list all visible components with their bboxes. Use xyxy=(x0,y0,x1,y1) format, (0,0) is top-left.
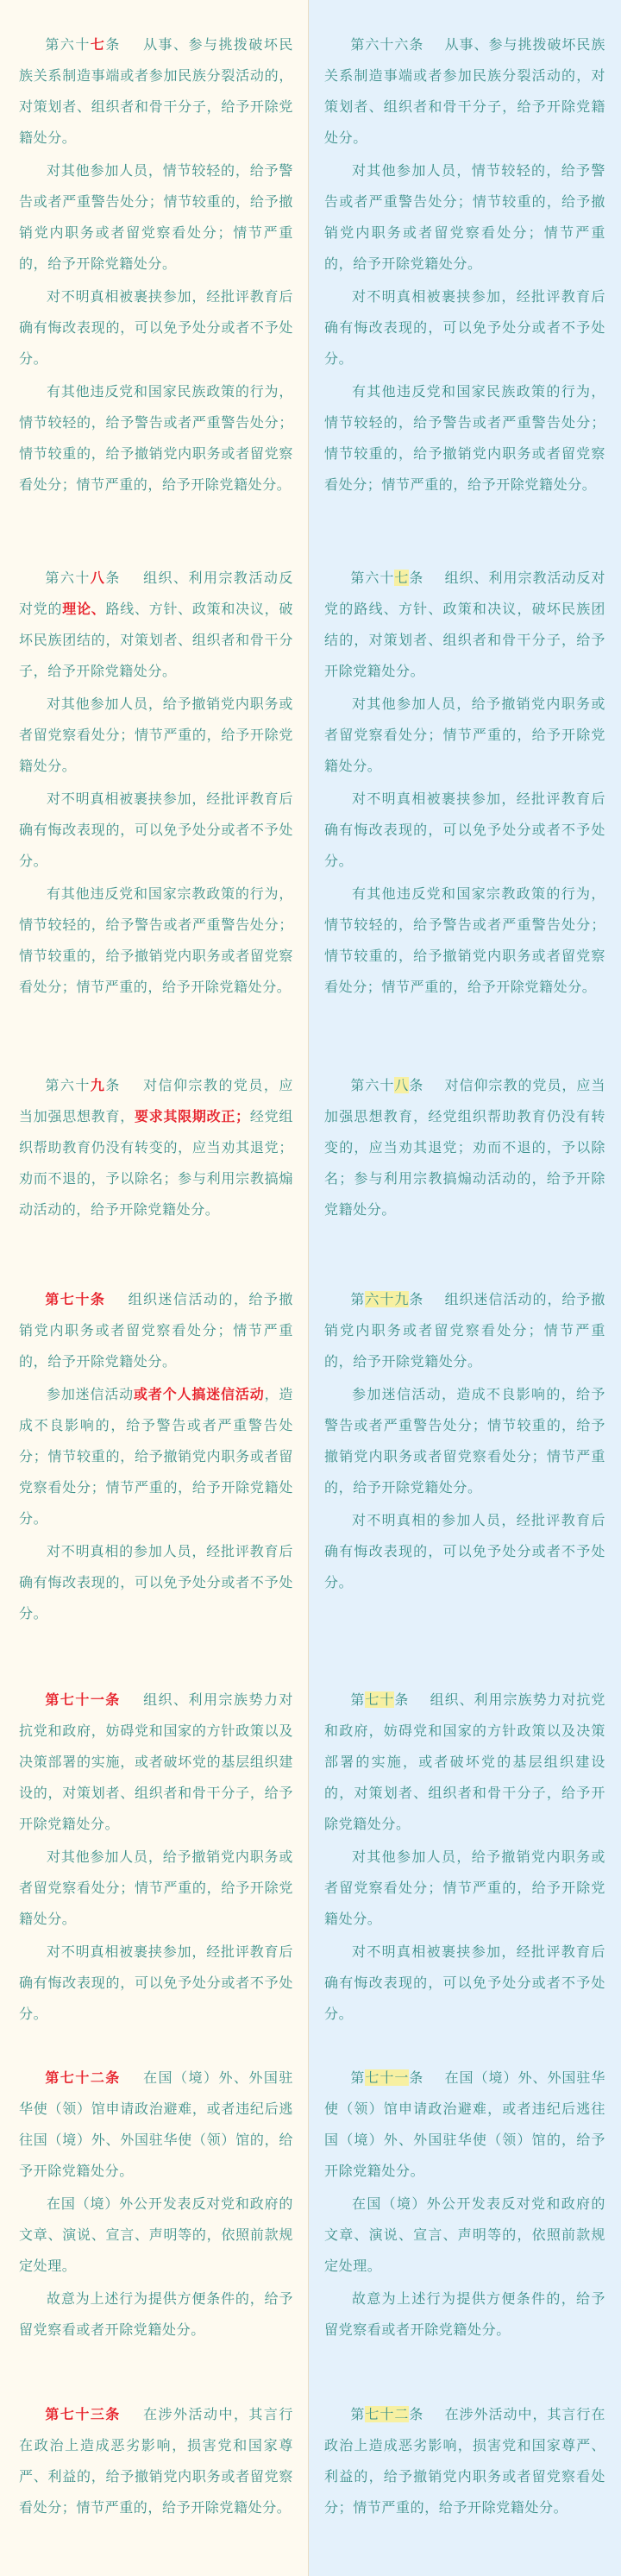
article-number: 第六十九条 xyxy=(45,1077,121,1093)
article-number: 第六十八条 xyxy=(350,1077,424,1093)
paragraph: 对不明真相被裹挟参加，经批评教育后确有悔改表现的，可以免予处分或者不予处分。 xyxy=(324,1943,605,2022)
paragraph: 第六十九条 对信仰宗教的党员，应当加强思想教育，要求其限期改正；经党组织帮助教育仍没有转变的，应当劝其退党；劝而不退的，予以除名；参与利用宗教搞煽动活动的，给予开除党籍处分。 xyxy=(19,1077,293,1218)
article-old-66 xyxy=(324,29,605,501)
paragraph: 对其他参加人员，情节较轻的，给予警告或者严重警告处分；情节较重的，给予撤销党内职务或者留党察看处分；情节严重的，给予开除党籍处分。 xyxy=(324,162,605,272)
paragraph: 第六十六条 从事、参与挑拨破坏民族关系制造事端或者参加民族分裂活动的，对策划者、组织者和骨干分子，给予开除党籍处分。 xyxy=(324,36,605,146)
paragraph: 有其他违反党和国家民族政策的行为，情节较轻的，给予警告或者严重警告处分；情节较重的，给予撤销党内职务或者留党察看处分；情节严重的，给予开除党籍处分。 xyxy=(19,383,293,493)
changed-number: 九 xyxy=(90,1077,106,1093)
changed-number: 七十一 xyxy=(365,2069,410,2086)
changed-number: 七十二 xyxy=(365,2406,410,2422)
paragraph: 第六十八条 组织、利用宗教活动反对党的理论、路线、方针、政策和决议，破坏民族团结的，对策划者、组织者和骨干分子，给予开除党籍处分。 xyxy=(19,570,293,679)
paragraph: 对不明真相的参加人员，经批评教育后确有悔改表现的，可以免予处分或者不予处分。 xyxy=(19,1543,293,1622)
changed-number: 六十九 xyxy=(365,1291,410,1307)
added-text: 要求其限期改正； xyxy=(134,1108,250,1124)
paragraph: 对不明真相被裹挟参加，经批评教育后确有悔改表现的，可以免予处分或者不予处分。 xyxy=(19,790,293,869)
article-number: 第七十二条 xyxy=(45,2069,121,2086)
article-new-72 xyxy=(19,2063,293,2346)
added-text: 或者个人搞迷信活动 xyxy=(134,1386,265,1402)
paragraph: 对其他参加人员，情节较轻的，给予警告或者严重警告处分；情节较重的，给予撤销党内职务或者留党察看处分；情节严重的，给予开除党籍处分。 xyxy=(19,162,293,272)
paragraph: 对其他参加人员，给予撤销党内职务或者留党察看处分；情节严重的，给予开除党籍处分。 xyxy=(324,696,605,774)
paragraph: 对其他参加人员，给予撤销党内职务或者留党察看处分；情节严重的，给予开除党籍处分。 xyxy=(19,696,293,774)
paragraph: 对不明真相的参加人员，经批评教育后确有悔改表现的，可以免予处分或者不予处分。 xyxy=(324,1512,605,1590)
changed-number: 七十 xyxy=(365,1691,395,1708)
article-number: 第七十条 xyxy=(45,1291,106,1307)
article-number: 第七十三条 xyxy=(45,2406,121,2422)
article-old-69 xyxy=(324,1284,605,1598)
article-number: 第六十九条 xyxy=(350,1291,424,1307)
paragraph: 故意为上述行为提供方便条件的，给予留党察看或者开除党籍处分。 xyxy=(324,2290,605,2338)
article-old-67 xyxy=(324,563,605,1003)
paragraph: 第七十一条 组织、利用宗族势力对抗党和政府，妨碍党和国家的方针政策以及决策部署的实施，或者破坏党的基层组织建设的，对策划者、组织者和骨干分子，给予开除党籍处分。 xyxy=(19,1691,293,1832)
paragraph: 对不明真相被裹挟参加，经批评教育后确有悔改表现的，可以免予处分或者不予处分。 xyxy=(19,1943,293,2022)
paragraph: 第六十八条 对信仰宗教的党员，应当加强思想教育，经党组织帮助教育仍没有转变的，应当劝其退党；劝而不退的，予以除名；参与利用宗教搞煽动活动的，给予开除党籍处分。 xyxy=(324,1077,605,1218)
paragraph: 有其他违反党和国家宗教政策的行为，情节较轻的，给予警告或者严重警告处分；情节较重的，给予撤销党内职务或者留党察看处分；情节严重的，给予开除党籍处分。 xyxy=(19,885,293,995)
article-number: 第七十一条 xyxy=(45,1691,121,1708)
article-old-72 xyxy=(324,2399,605,2523)
article-new-71 xyxy=(19,1685,293,2030)
paragraph: 对不明真相被裹挟参加，经批评教育后确有悔改表现的，可以免予处分或者不予处分。 xyxy=(19,288,293,367)
paragraph: 有其他违反党和国家宗教政策的行为，情节较轻的，给予警告或者严重警告处分；情节较重的，给予撤销党内职务或者留党察看处分；情节严重的，给予开除党籍处分。 xyxy=(324,885,605,995)
article-number: 第六十八条 xyxy=(45,570,121,586)
article-old-70 xyxy=(324,1685,605,2030)
paragraph: 第七十条 组织迷信活动的，给予撤销党内职务或者留党察看处分；情节严重的，给予开除党籍处分。 xyxy=(19,1291,293,1370)
paragraph: 第六十七条 组织、利用宗教活动反对党的路线、方针、政策和决议，破坏民族团结的，对策划者、组织者和骨干分子，给予开除党籍处分。 xyxy=(324,570,605,679)
paragraph: 第七十一条 在国（境）外、外国驻华使（领）馆申请政治避难，或者违纪后逃往国（境）外、外国驻华使（领）馆的，给予开除党籍处分。 xyxy=(324,2069,605,2179)
article-new-68 xyxy=(19,563,293,1003)
paragraph: 对不明真相被裹挟参加，经批评教育后确有悔改表现的，可以免予处分或者不予处分。 xyxy=(324,790,605,869)
article-number: 第六十七条 xyxy=(350,570,424,586)
paragraph: 有其他违反党和国家民族政策的行为，情节较轻的，给予警告或者严重警告处分；情节较重的，给予撤销党内职务或者留党察看处分；情节严重的，给予开除党籍处分。 xyxy=(324,383,605,493)
paragraph: 第七十二条 在涉外活动中，其言行在政治上造成恶劣影响，损害党和国家尊严、利益的，给予撤销党内职务或者留党察看处分；情节严重的，给予开除党籍处分。 xyxy=(324,2406,605,2516)
article-number: 第六十六条 xyxy=(350,36,424,53)
paragraph: 第七十三条 在涉外活动中，其言行在政治上造成恶劣影响，损害党和国家尊严、利益的，给予撤销党内职务或者留党察看处分；情节严重的，给予开除党籍处分。 xyxy=(19,2406,293,2516)
added-text: 理论、 xyxy=(62,601,106,617)
paragraph: 参加迷信活动或者个人搞迷信活动，造成不良影响的，给予警告或者严重警告处分；情节较重的，给予撤销党内职务或者留党察看处分；情节严重的，给予开除党籍处分。 xyxy=(19,1386,293,1527)
article-new-70 xyxy=(19,1284,293,1629)
changed-number: 八 xyxy=(394,1077,410,1093)
paragraph: 在国（境）外公开发表反对党和政府的文章、演说、宣言、声明等的，依照前款规定处理。 xyxy=(19,2195,293,2274)
paragraph: 参加迷信活动，造成不良影响的，给予警告或者严重警告处分；情节较重的，给予撤销党内职务或者留党察看处分；情节严重的，给予开除党籍处分。 xyxy=(324,1386,605,1496)
article-number: 第七十条 xyxy=(350,1691,410,1708)
article-new-69 xyxy=(19,1070,293,1225)
paragraph: 对不明真相被裹挟参加，经批评教育后确有悔改表现的，可以免予处分或者不予处分。 xyxy=(324,288,605,367)
article-number: 第七十一条 xyxy=(350,2069,424,2086)
article-new-73 xyxy=(19,2399,293,2523)
changed-number: 八 xyxy=(90,570,106,586)
revised-text-column xyxy=(0,0,309,2576)
article-number: 第七十二条 xyxy=(350,2406,424,2422)
paragraph: 第七十二条 在国（境）外、外国驻华使（领）馆申请政治避难，或者违纪后逃往国（境）外、外国驻华使（领）馆的，给予开除党籍处分。 xyxy=(19,2069,293,2179)
changed-number: 七 xyxy=(394,570,410,586)
article-old-68 xyxy=(324,1070,605,1225)
paragraph: 在国（境）外公开发表反对党和政府的文章、演说、宣言、声明等的，依照前款规定处理。 xyxy=(324,2195,605,2274)
paragraph: 第七十条 组织、利用宗族势力对抗党和政府，妨碍党和国家的方针政策以及决策部署的实施，或者破坏党的基层组织建设的，对策划者、组织者和骨干分子，给予开除党籍处分。 xyxy=(324,1691,605,1832)
changed-number: 七 xyxy=(90,36,106,53)
article-old-71 xyxy=(324,2063,605,2346)
article-number: 第六十七条 xyxy=(45,36,121,53)
paragraph: 故意为上述行为提供方便条件的，给予留党察看或者开除党籍处分。 xyxy=(19,2290,293,2338)
original-text-column xyxy=(309,0,621,2576)
paragraph: 第六十九条 组织迷信活动的，给予撤销党内职务或者留党察看处分；情节严重的，给予开除党籍处分。 xyxy=(324,1291,605,1370)
paragraph: 对其他参加人员，给予撤销党内职务或者留党察看处分；情节严重的，给予开除党籍处分。 xyxy=(19,1849,293,1927)
article-new-67 xyxy=(19,29,293,501)
paragraph: 第六十七条 从事、参与挑拨破坏民族关系制造事端或者参加民族分裂活动的，对策划者、组织者和骨干分子，给予开除党籍处分。 xyxy=(19,36,293,146)
paragraph: 对其他参加人员，给予撤销党内职务或者留党察看处分；情节严重的，给予开除党籍处分。 xyxy=(324,1849,605,1927)
